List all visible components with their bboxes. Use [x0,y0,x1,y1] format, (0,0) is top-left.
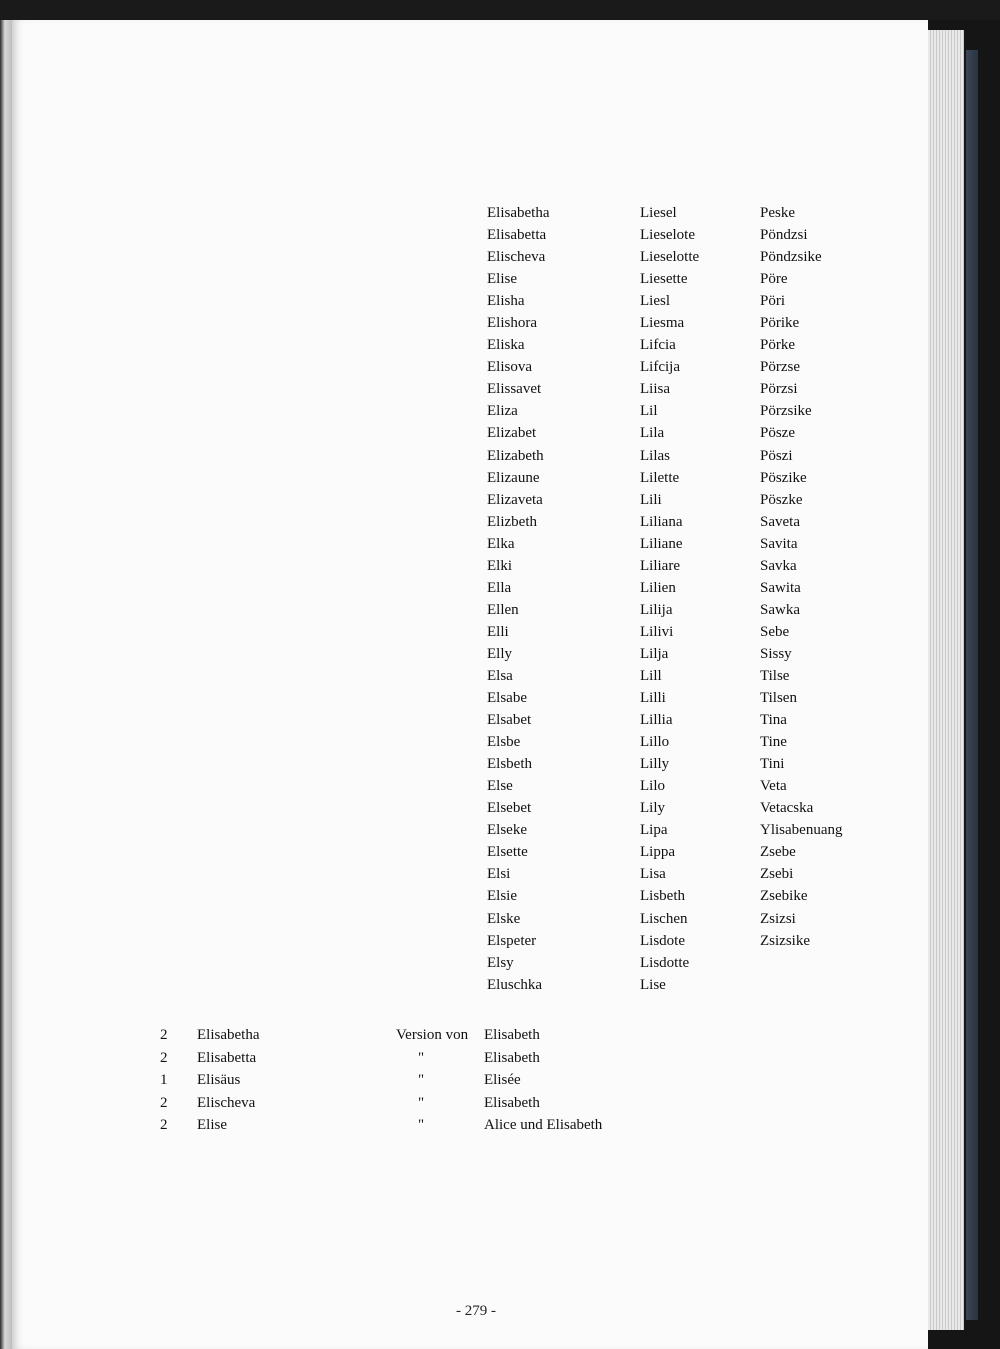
name-list-item: Lippa [640,844,675,861]
name-list-item: Lilo [640,778,665,795]
name-list-item: Lise [640,976,666,993]
name-list-item: Sissy [760,645,792,662]
name-list-item: Tilsen [760,690,797,707]
name-list-item: Lifcija [640,359,680,376]
entry-reference: Alice und Elisabeth [484,1117,603,1133]
entry-version-label: " [418,1117,425,1133]
name-list-item: Lilien [640,579,676,596]
name-list-item: Pörzsike [760,403,812,420]
name-list-item: Pöri [760,293,786,310]
entry-count: 2 [160,1049,168,1066]
name-list-item: Lifcia [640,337,676,354]
name-list-item: Peske [760,205,795,221]
entry-reference: Elisabeth [484,1094,540,1111]
entry-reference: Elisée [484,1072,521,1088]
name-list-item: Elske [487,910,521,927]
name-list-item: Ellen [487,601,519,618]
name-column-3 [760,202,842,952]
name-list-item: Elischeva [487,249,546,266]
name-list-item: Tina [760,712,787,729]
name-list-item: Elka [487,535,515,552]
name-list-item: Liesel [640,205,677,221]
name-list-item: Ylisabenuang [760,822,843,839]
name-list-item: Elsebet [487,800,532,817]
name-list-item: Tilse [760,667,790,684]
name-list-item: Vetacska [760,800,814,817]
book-cover-edge [966,50,978,1320]
name-list-item: Elspeter [487,932,537,949]
name-list-item: Elizabet [487,425,537,442]
name-list-item: Elizaveta [487,491,543,508]
name-list-item: Liisa [640,381,670,398]
name-list-item: Zsebe [760,844,796,861]
name-list-item: Lieselote [640,227,695,244]
name-list-item: Pörzsi [760,381,798,398]
name-list-item: Zsizsike [760,932,810,949]
name-list-item: Ella [487,579,512,596]
name-list-item: Lili [640,491,662,508]
name-list-item: Elsette [487,844,528,861]
entry-version-label: Version von [396,1027,469,1043]
name-list-item: Sawka [760,601,800,618]
name-list-item: Lillia [640,712,673,729]
name-list-item: Elizaune [487,469,540,486]
name-list-item: Elsa [487,667,513,684]
name-list-item: Liesette [640,271,688,288]
name-list-item: Elsabe [487,690,527,707]
book-page [12,20,940,1349]
name-list-item: Lila [640,425,665,442]
name-list-item: Pörike [760,315,800,332]
entry-count: 1 [160,1072,168,1088]
entry-row [160,1024,620,1047]
name-list-item: Pöndzsi [760,227,808,244]
entry-name: Elisäus [197,1072,241,1088]
name-list-item: Lisdote [640,932,685,949]
name-list-item: Lillo [640,734,670,751]
entry-row [160,1069,620,1092]
name-list-item: Pöre [760,271,788,288]
name-list-item: Lilette [640,469,680,486]
name-list-item: Savka [760,557,797,574]
entry-name: Elischeva [197,1094,256,1111]
entry-row [160,1047,620,1070]
name-list-item: Pöszi [760,447,793,464]
entry-row [160,1114,620,1137]
name-list-item: Lily [640,800,665,817]
name-list-item: Lilja [640,645,669,662]
name-list-item: Elise [487,271,517,288]
name-list-item: Tine [760,734,787,751]
entry-name: Elisabetta [197,1049,257,1066]
name-list-item: Elisova [487,359,532,376]
name-list-item: Liesl [640,293,670,310]
name-list-item: Elsie [487,888,517,905]
name-list-item: Elisabetta [487,227,547,244]
entry-row [160,1092,620,1115]
name-list-item: Eliza [487,403,518,420]
entry-version-label: " [418,1094,425,1111]
name-list-item: Lilli [640,690,666,707]
name-list-item: Zsebike [760,888,808,905]
name-list-item: Pösze [760,425,795,442]
name-list-item: Elsabet [487,712,532,729]
book-right-edge [928,20,1000,1349]
name-list-item: Pörke [760,337,795,354]
name-list-item: Elizabeth [487,447,544,464]
name-list-item: Liliana [640,513,683,530]
page-stack-edge [928,30,964,1330]
entry-reference: Elisabeth [484,1027,540,1043]
entry-name: Elisabetha [197,1027,260,1043]
name-list-item: Lisdotte [640,954,690,971]
name-list-item: Lil [640,403,658,420]
name-list-item: Lieselotte [640,249,700,266]
page-edge-left [0,20,12,1349]
name-list-item: Veta [760,778,787,795]
name-list-item: Pörzse [760,359,800,376]
name-list-item: Lilija [640,601,673,618]
entry-version-label: " [418,1049,425,1066]
name-list-item: Liliane [640,535,683,552]
name-list-item: Elsy [487,954,514,971]
name-list-item: Sebe [760,623,790,640]
name-column-2 [640,202,699,996]
entry-count: 2 [160,1027,168,1043]
name-list-item: Savita [760,535,798,552]
name-list-item: Pöszke [760,491,803,508]
name-list-item: Lill [640,667,662,684]
name-list-item: Lilly [640,756,670,773]
name-list-item: Liesma [640,315,685,332]
name-list-item: Elki [487,557,512,574]
entry-version-label: " [418,1072,425,1088]
name-list-item: Elsi [487,866,511,883]
name-list-item: Eliska [487,337,525,354]
name-list-item: Saveta [760,513,800,530]
entry-name: Elise [197,1117,227,1133]
name-list-item: Elissavet [487,381,542,398]
name-list-item: Elly [487,645,512,662]
name-list-item: Sawita [760,579,801,596]
entry-count: 2 [160,1117,168,1133]
name-list-item: Tini [760,756,785,773]
page-number: - 279 - [456,1303,496,1319]
name-list-item: Pöndzsike [760,249,822,266]
name-list-item: Lilas [640,447,670,464]
name-list-item: Lilivi [640,623,674,640]
name-list-item: Lisbeth [640,888,685,905]
name-list-item: Lischen [640,910,688,927]
name-list-item: Lisa [640,866,666,883]
name-list-item: Elishora [487,315,537,332]
name-list-item: Elseke [487,822,527,839]
name-list-item: Elsbeth [487,756,532,773]
entry-list [160,1024,620,1137]
name-list-item: Elli [487,623,509,640]
entry-count: 2 [160,1094,168,1111]
entry-reference: Elisabeth [484,1049,540,1066]
name-column-1 [487,202,549,996]
name-list-item: Elsbe [487,734,521,751]
name-list-item: Lipa [640,822,668,839]
name-list-item: Pöszike [760,469,807,486]
name-list-item: Elisha [487,293,525,310]
name-list-item: Liliare [640,557,680,574]
name-list-item: Zsizsi [760,910,796,927]
name-list-item: Zsebi [760,866,794,883]
name-list-item: Elizbeth [487,513,537,530]
name-list-item: Else [487,778,513,795]
name-list-item: Elisabetha [487,205,550,221]
name-list-item: Eluschka [487,976,542,993]
